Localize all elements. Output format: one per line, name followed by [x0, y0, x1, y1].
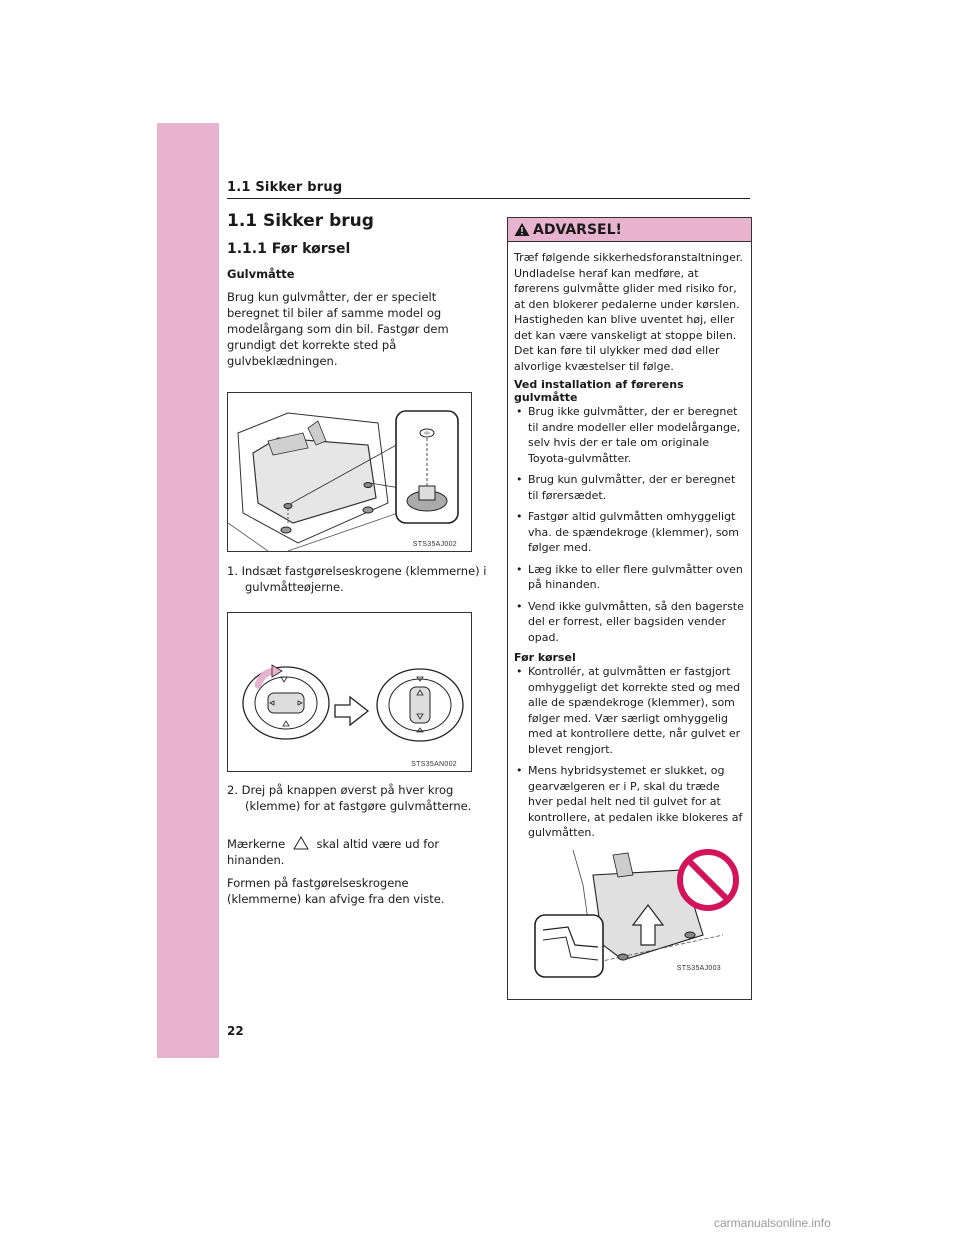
warning-box	[507, 217, 752, 1000]
page-title: 1.1 Sikker brug	[227, 211, 374, 231]
warning-triangle-icon	[514, 222, 530, 237]
pedal-illustration	[533, 845, 745, 980]
install-list	[514, 404, 745, 645]
step-1: 1. Indsæt fastgørelseskrogene (klemmerne) i gulvmåtteøjerne.	[227, 564, 487, 594]
figure-code: STS35AJ002	[412, 541, 457, 548]
page-number: 22	[227, 1024, 244, 1038]
list-item: • Læg ikke to eller flere gulvmåtter oven på hinanden.	[514, 562, 745, 593]
list-item: • Vend ikke gulvmåtten, så den bagerste del er forrest, eller bagsiden vender opad.	[514, 599, 745, 646]
warning-header	[508, 218, 751, 242]
figure-hook-rotate	[227, 612, 472, 772]
list-item: • Kontrollér, at gulvmåtten er fastgjort omhyggeligt det korrekte sted og med alle de spændekroge (klemmer), som følger med. Vær særligt omhyggelig med at kontrollere dette, når gulvet er blevet rengjort.	[514, 664, 745, 757]
hook-rotate-illustration	[228, 613, 471, 771]
warning-title: ADVARSEL!	[533, 221, 622, 238]
list-item: • Brug ikke gulvmåtter, der er beregnet til andre modeller eller modelårgange, selv hvis der er tale om originale Toyota-gulvmåtter.	[514, 404, 745, 466]
warning-intro: Træf følgende sikkerhedsforanstaltninger. Undladelse heraf kan medføre, at førerens gulvmåtte glider med risiko for, at den blokerer pedalerne under kørslen. Hastigheden kan blive uventet høj, eller det kan være vanskeligt at stoppe bilen. Det kan føre til ulykker med død eller alvorlige kvæstelser til følge.	[514, 251, 743, 373]
marks-after: skal altid være ud for hinanden.	[227, 837, 440, 867]
running-header: 1.1 Sikker brug	[227, 180, 343, 195]
list-item: • Fastgør altid gulvmåtten omhyggeligt vha. de spændekroge (klemmer), som følger med.	[514, 509, 745, 556]
floor-mat-illustration	[228, 393, 471, 551]
list-item: • Brug kun gulvmåtter, der er beregnet til førersædet.	[514, 472, 745, 503]
drive-heading: Før kørsel	[514, 651, 576, 664]
header-rule	[227, 198, 750, 199]
section-subtitle: 1.1.1 Før kørsel	[227, 241, 351, 257]
triangle-mark-icon	[293, 836, 309, 850]
figure-pedal-block	[533, 845, 745, 980]
warning-body	[508, 242, 751, 841]
watermark: carmanualsonline.info	[714, 1216, 831, 1230]
install-heading: Ved installation af førerens gulvmåtte	[514, 378, 684, 404]
marks-paragraph	[227, 836, 471, 868]
figure-floor-mat-hooks	[227, 392, 472, 552]
intro-paragraph: Brug kun gulvmåtter, der er specielt beregnet til biler af samme model og modelårgang som din bil. Fastgør dem grundigt det korrekte sted på gulvbeklædningen.	[227, 290, 449, 368]
drive-list	[514, 664, 745, 841]
shape-note: Formen på fastgørelseskrogene (klemmerne) kan afvige fra den viste.	[227, 876, 445, 906]
left-column	[227, 205, 471, 379]
marks-before: Mærkerne	[227, 837, 286, 851]
step-2: 2. Drej på knappen øverst på hver krog (klemme) for at fastgøre gulvmåtterne.	[227, 783, 472, 813]
figure-code: STS35AN002	[411, 761, 457, 768]
figure-code: STS35AJ003	[676, 965, 721, 972]
pink-sidebar	[157, 123, 219, 1058]
section-heading: Gulvmåtte	[227, 267, 295, 281]
list-item: • Mens hybridsystemet er slukket, og gearvælgeren er i P, skal du træde hver pedal helt ned til gulvet for at kontrollere, at pedalen ikke blokeres af gulvmåtten.	[514, 763, 745, 841]
